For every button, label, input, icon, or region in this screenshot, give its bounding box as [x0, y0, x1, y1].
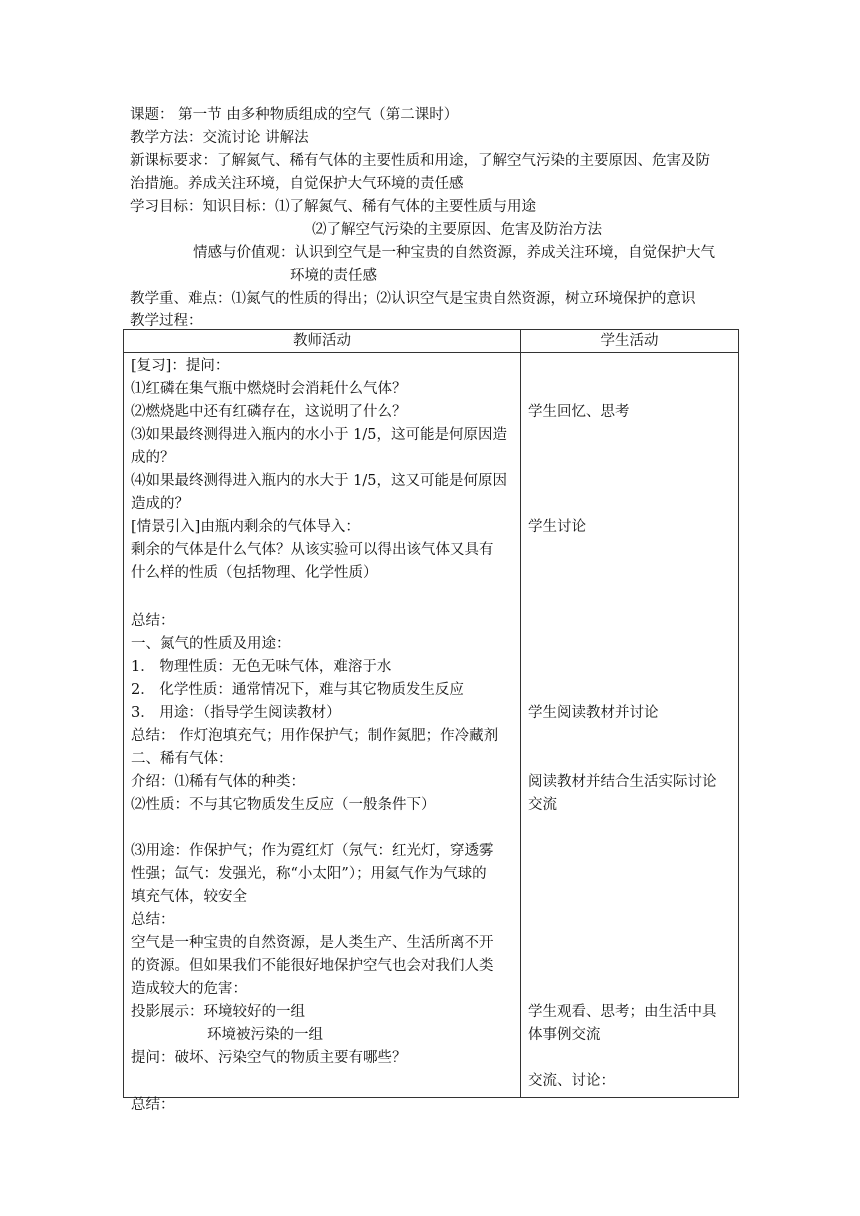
teacher-line: 介绍：⑴稀有气体的种类： — [131, 774, 305, 790]
teacher-line: 环境被污染的一组 — [207, 1027, 323, 1043]
teacher-line: ⑶用途：作保护气；作为霓红灯（氖气：红光灯，穿透雾 — [131, 843, 494, 859]
student-line: 学生阅读教材并讨论 — [528, 705, 659, 721]
student-line: 学生讨论 — [528, 519, 586, 535]
teacher-line: 总结： — [131, 1097, 175, 1113]
teacher-line: 造成较大的危害： — [131, 981, 247, 997]
learning-objectives-line-1: 学习目标：知识目标：⑴了解氮气、稀有气体的主要性质与用途 — [130, 199, 536, 215]
teacher-line: 剩余的气体是什么气体？从该实验可以得出该气体又具有 — [131, 542, 494, 558]
teacher-activity-cell — [124, 353, 521, 1113]
student-line: 阅读教材并结合生活实际讨论 — [528, 774, 717, 790]
teacher-activity-header: 教师活动 — [124, 330, 521, 353]
teacher-line: 什么样的性质（包括物理、化学性质） — [131, 565, 378, 581]
teacher-line: 造成的？ — [131, 496, 189, 512]
curriculum-standard-line-2: 治措施。养成关注环境，自觉保护大气环境的责任感 — [130, 176, 464, 192]
teacher-line: ⑵燃烧匙中还有红磷存在，这说明了什么？ — [131, 404, 407, 420]
teacher-line: 总结： 作灯泡填充气；用作保护气；制作氮肥；作冷藏剂 — [131, 728, 499, 744]
teacher-line: 投影展示：环境较好的一组 — [131, 1004, 305, 1020]
student-activity-cell — [521, 353, 739, 1098]
teacher-line: [情景引入]由瓶内剩余的气体导入： — [131, 519, 360, 535]
teacher-line: [复习]：提问： — [131, 358, 230, 374]
student-line: 学生观看、思考；由生活中具 — [528, 1004, 717, 1020]
teaching-method: 教学方法：交流讨论 讲解法 — [130, 130, 309, 146]
teacher-line: 填充气体，较安全 — [131, 889, 247, 905]
student-line: 交流、讨论： — [528, 1073, 615, 1089]
table-header-row — [124, 330, 739, 353]
student-activity-header: 学生活动 — [521, 330, 739, 353]
teacher-line: ⑴红磷在集气瓶中燃烧时会消耗什么气体？ — [131, 381, 407, 397]
teacher-line: 的资源。但如果我们不能很好地保护空气也会对我们人类 — [131, 958, 494, 974]
key-points: 教学重、难点：⑴氮气的性质的得出；⑵认识空气是宝贵自然资源，树立环境保护的意识 — [130, 291, 696, 307]
table-body-row — [124, 353, 739, 1098]
teacher-line: 3． 用途：（指导学生阅读教材） — [131, 705, 341, 721]
teacher-line: 性强；氙气：发强光，称“小太阳”）；用氦气作为气球的 — [131, 866, 487, 882]
teacher-line: ⑵性质：不与其它物质发生反应（一般条件下） — [131, 797, 436, 813]
student-line: 交流 — [528, 797, 557, 813]
teacher-line: ⑶如果最终测得进入瓶内的水小于 1/5，这可能是何原因造 — [131, 427, 507, 443]
teacher-line: 二、稀有气体： — [131, 751, 233, 767]
student-line: 体事例交流 — [528, 1027, 601, 1043]
teacher-line: 空气是一种宝贵的自然资源，是人类生产、生活所离不开 — [131, 935, 494, 951]
learning-objectives-line-2: ⑵了解空气污染的主要原因、危害及防治方法 — [312, 222, 602, 238]
teacher-line: 总结： — [131, 613, 175, 629]
teacher-line: 1． 物理性质：无色无味气体，难溶于水 — [131, 659, 392, 675]
teaching-process-label: 教学过程： — [130, 313, 203, 329]
teacher-line: 总结： — [131, 912, 175, 928]
teacher-line: 成的？ — [131, 450, 175, 466]
learning-objectives-line-4: 环境的责任感 — [290, 268, 377, 284]
teacher-line: 提问：破坏、污染空气的物质主要有哪些？ — [131, 1050, 407, 1066]
learning-objectives-line-3: 情感与价值观：认识到空气是一种宝贵的自然资源，养成关注环境，自觉保护大气 — [193, 245, 715, 261]
student-line: 学生回忆、思考 — [528, 404, 630, 420]
teacher-line: 一、氮气的性质及用途： — [131, 636, 291, 652]
teacher-line: ⑷如果最终测得进入瓶内的水大于 1/5，这又可能是何原因 — [131, 473, 507, 489]
activity-table — [123, 329, 739, 1113]
curriculum-standard-line-1: 新课标要求：了解氮气、稀有气体的主要性质和用途，了解空气污染的主要原因、危害及防 — [130, 153, 710, 169]
teacher-line: 2． 化学性质：通常情况下，难与其它物质发生反应 — [131, 682, 464, 698]
lesson-title: 课题： 第一节 由多种物质组成的空气（第二课时） — [130, 107, 459, 123]
